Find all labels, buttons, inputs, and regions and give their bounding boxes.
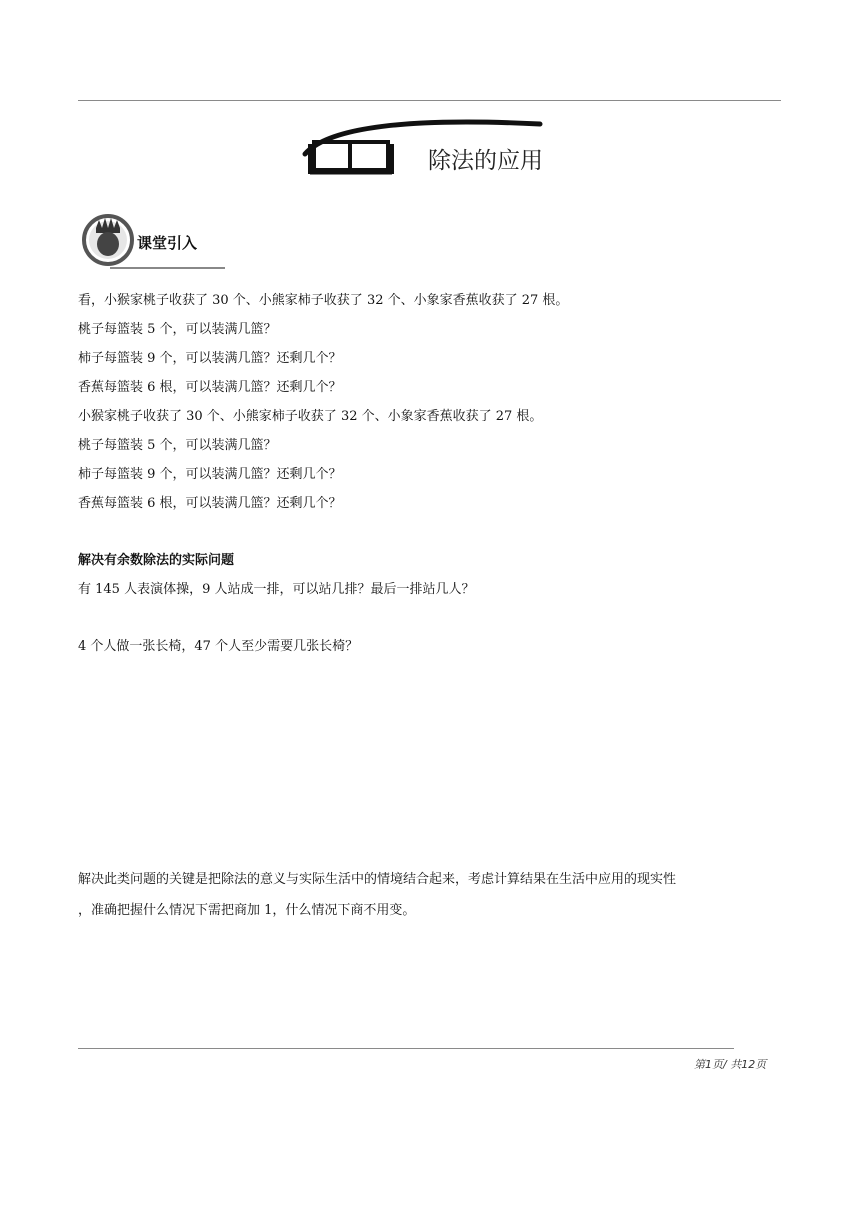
problem-question-1: 有 145 人表演体操，9 人站成一排，可以站几排？最后一排站几人？ xyxy=(78,582,475,597)
top-rule xyxy=(78,100,781,101)
intro-line: 香蕉每篮装 6 根，可以装满几篮？还剩几个？ xyxy=(78,496,342,511)
intro-line: 小猴家桃子收获了 30 个、小熊家柿子收获了 32 个、小象家香蕉收获了 27 根。 xyxy=(78,409,543,424)
problem-heading: 解决有余数除法的实际问题 xyxy=(78,553,235,568)
intro-line: 桃子每篮装 5 个，可以装满几篮？ xyxy=(78,322,277,337)
page-number: 第1页/ 共12页 xyxy=(694,1058,767,1071)
intro-line: 看，小猴家桃子收获了 30 个、小熊家柿子收获了 32 个、小象家香蕉收获了 27 根。 xyxy=(78,293,569,308)
summary-line-2: ，准确把握什么情况下需把商加 1，什么情况下商不用变。 xyxy=(78,903,416,918)
page-title: 除法的应用 xyxy=(428,148,543,174)
intro-line: 柿子每篮装 9 个，可以装满几篮？还剩几个？ xyxy=(78,351,342,366)
bottom-rule xyxy=(78,1048,734,1049)
intro-line: 香蕉每篮装 6 根，可以装满几篮？还剩几个？ xyxy=(78,380,342,395)
intro-line: 桃子每篮装 5 个，可以装满几篮？ xyxy=(78,438,277,453)
summary-line-1: 解决此类问题的关键是把除法的意义与实际生活中的情境结合起来，考虑计算结果在生活中应用的现实性 xyxy=(78,872,677,887)
section-badge-label: 课堂引入 xyxy=(137,234,198,252)
intro-line: 柿子每篮装 9 个，可以装满几篮？还剩几个？ xyxy=(78,467,342,482)
problem-question-2: 4 个人做一张长椅，47 个人至少需要几张长椅？ xyxy=(78,639,359,654)
